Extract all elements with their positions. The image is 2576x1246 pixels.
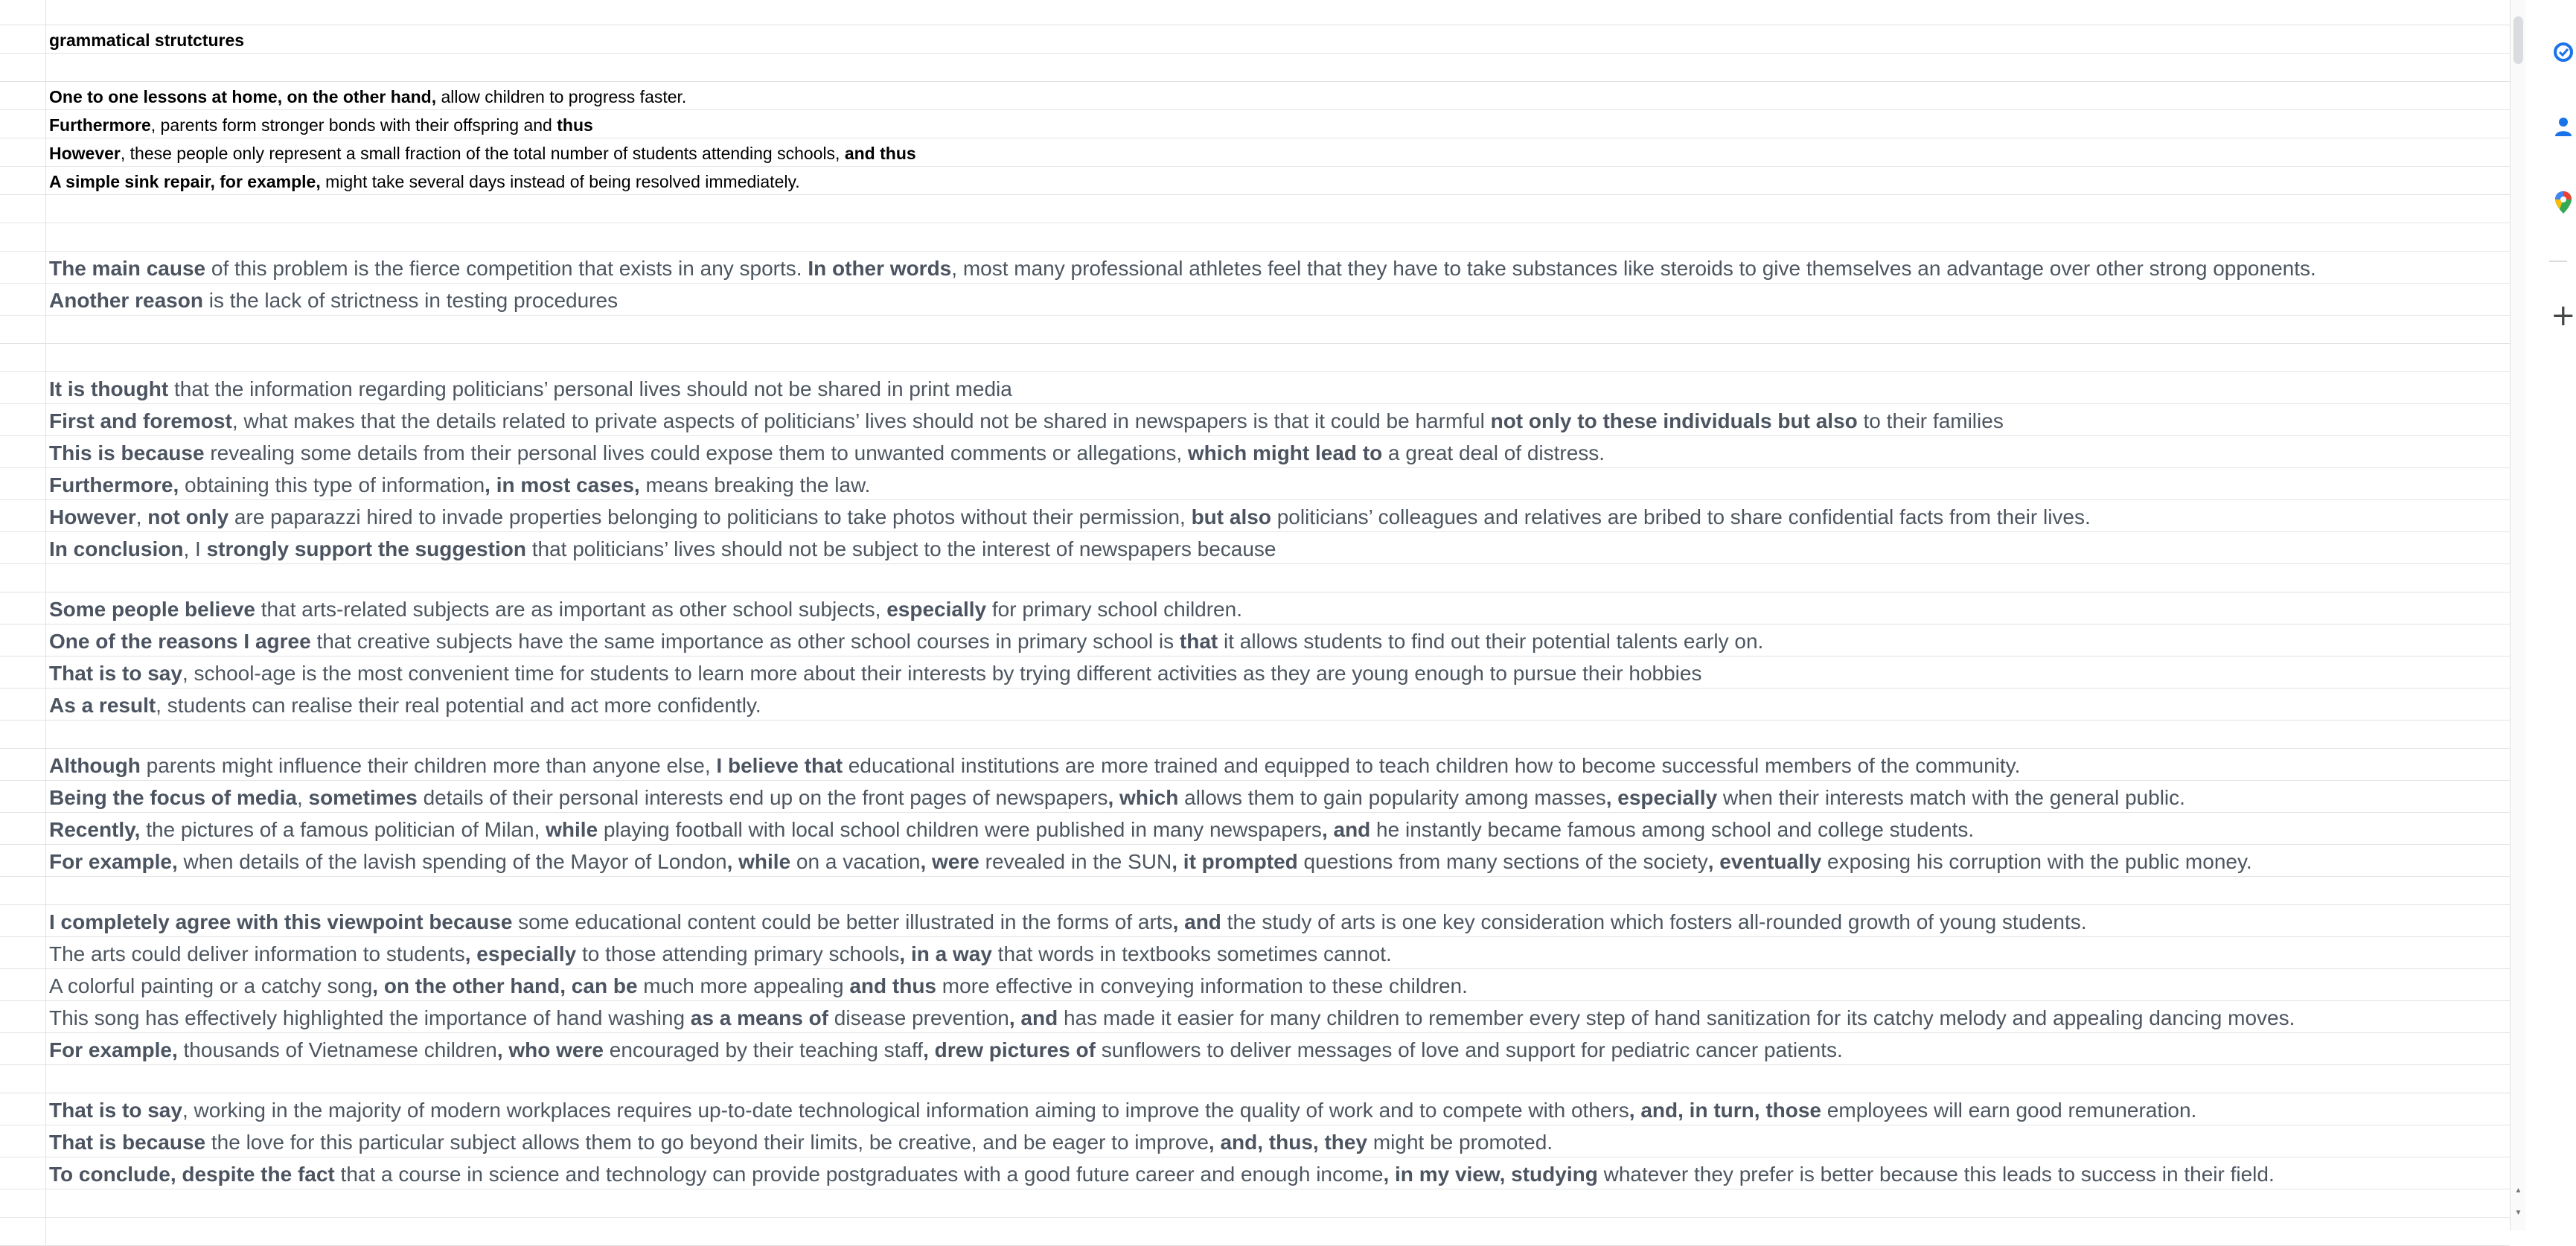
bold-text-span: A simple sink repair, for example, <box>49 172 321 191</box>
bold-text-span: and thus <box>849 974 937 997</box>
row-header[interactable] <box>0 845 46 876</box>
sheet-row <box>0 781 2510 813</box>
text-span: to those attending primary schools <box>576 942 900 965</box>
bold-text-span: That is because <box>49 1131 206 1154</box>
text-span: playing football with local school children were published in many newspapers <box>598 818 1322 841</box>
bold-text-span: , in most cases, <box>485 473 640 496</box>
bold-text-span: , and, thus, they <box>1208 1131 1368 1154</box>
sheet-row <box>0 252 2510 284</box>
text-span: questions from many sections of the society <box>1297 850 1708 873</box>
text-span: that words in textbooks sometimes cannot. <box>991 942 1392 965</box>
text-span: politicians’ colleagues and relatives are bribed to share confidential facts from their lives. <box>1271 505 2091 528</box>
bold-text-span: , especially <box>1605 786 1718 809</box>
row-header[interactable] <box>0 781 46 812</box>
bold-text-span: One of the reasons I agree <box>49 630 311 653</box>
bold-text-span: , while <box>726 850 791 873</box>
bold-text-span: and thus <box>844 144 916 163</box>
row-header[interactable] <box>0 82 46 109</box>
text-span: sunflowers to deliver messages of love and support for pediatric cancer patients. <box>1095 1038 1843 1061</box>
text-span: on a vacation <box>790 850 921 873</box>
text-span: , I <box>183 537 207 560</box>
text-span: , parents form stronger bonds with their offspring and <box>150 115 557 135</box>
sheet-cell[interactable] <box>49 942 2510 966</box>
row-header[interactable] <box>0 1065 46 1093</box>
bold-text-span: not only to these individuals but also <box>1490 409 1858 432</box>
row-header[interactable] <box>0 252 46 283</box>
row-header[interactable] <box>0 532 46 563</box>
row-header[interactable] <box>0 0 46 25</box>
text-span: allows them to gain popularity among masses <box>1178 786 1606 809</box>
sheet-row <box>0 624 2510 656</box>
bold-text-span: , and <box>1321 818 1371 841</box>
text-span: is the lack of strictness in testing procedures <box>202 289 619 312</box>
text-span: details of their personal interests end up on the front pages of newspapers <box>417 786 1108 809</box>
bold-text-span: , especially <box>464 942 577 965</box>
row-header[interactable] <box>0 905 46 936</box>
sheet-row <box>0 138 2510 167</box>
row-header[interactable] <box>0 344 46 371</box>
text-span: , <box>135 505 148 528</box>
row-header[interactable] <box>0 372 46 403</box>
sheet-cell[interactable] <box>49 115 2510 135</box>
vertical-scrollbar[interactable] <box>2510 0 2526 1230</box>
bold-text-span: That is to say <box>49 662 182 685</box>
text-span: a great deal of distress. <box>1382 441 1605 464</box>
bold-text-span: It is thought <box>49 377 169 400</box>
sheet-row <box>0 1033 2510 1065</box>
row-header[interactable] <box>0 436 46 467</box>
text-span: The arts could deliver information to students <box>49 942 465 965</box>
text-span: revealed in the SUN <box>979 850 1172 873</box>
text-span: , <box>296 786 309 809</box>
text-span: has made it easier for many children to remember every step of hand sanitization for its catchy melody and appealing dancing moves. <box>1058 1006 2295 1029</box>
text-span: that the information regarding politicians’ personal lives should not be shared in print media <box>168 377 1012 400</box>
sheet-row <box>0 592 2510 624</box>
row-header[interactable] <box>0 969 46 1000</box>
text-span: it allows students to find out their potential talents early on. <box>1218 630 1764 653</box>
bold-text-span: Recently, <box>49 818 141 841</box>
text-span: of this problem is the fierce competition that exists in any sports. <box>205 257 808 280</box>
bold-text-span: Some people believe <box>49 598 255 621</box>
bold-text-span: To conclude, despite the fact <box>49 1163 335 1186</box>
bold-text-span: thus <box>557 115 593 135</box>
sheet-row <box>0 937 2510 969</box>
side-panel-divider <box>2549 261 2567 262</box>
sheet-cell[interactable] <box>49 1038 2510 1062</box>
text-span: some educational content could be better illustrated in the forms of arts <box>512 910 1173 933</box>
sheet-cell[interactable] <box>49 910 2510 934</box>
bold-text-span: not only <box>147 505 229 528</box>
sheet-cell[interactable] <box>49 694 2510 718</box>
sheet-cell[interactable] <box>49 754 2510 778</box>
text-span: exposing his corruption with the public money. <box>1821 850 2252 873</box>
text-span: educational institutions are more trained and equipped to teach children how to become successful members of the community. <box>843 754 2021 777</box>
bold-text-span: , eventually <box>1707 850 1822 873</box>
bold-text-span: that <box>1179 630 1218 653</box>
row-header[interactable] <box>0 877 46 904</box>
bold-text-span: In conclusion <box>49 537 184 560</box>
sheet-row <box>0 372 2510 404</box>
bold-text-span: but also <box>1191 505 1271 528</box>
row-header[interactable] <box>0 937 46 968</box>
text-span: parents might influence their children more than anyone else, <box>140 754 717 777</box>
text-span: when details of the lavish spending of the Mayor of London <box>177 850 727 873</box>
sheet-row <box>0 689 2510 721</box>
scroll-up-arrow[interactable]: ▲ <box>2514 1186 2522 1195</box>
sheet-row <box>0 404 2510 436</box>
sheet-row <box>0 110 2510 138</box>
bold-text-span: while <box>546 818 598 841</box>
row-header[interactable] <box>0 1157 46 1189</box>
sheet-row <box>0 905 2510 937</box>
bold-text-span: , and <box>1009 1006 1058 1029</box>
text-span: when their interests match with the general public. <box>1717 786 2185 809</box>
sheet-row <box>0 54 2510 82</box>
row-header[interactable] <box>0 592 46 624</box>
row-header[interactable] <box>0 813 46 844</box>
bold-text-span: Although <box>49 754 141 777</box>
bold-text-span: I completely agree with this viewpoint because <box>49 910 513 933</box>
row-header[interactable] <box>0 110 46 138</box>
text-span: disease prevention <box>828 1006 1009 1029</box>
sheet-row <box>0 845 2510 877</box>
row-header[interactable] <box>0 138 46 166</box>
text-span: that politicians’ lives should not be subject to the interest of newspapers because <box>525 537 1276 560</box>
sheet-row <box>0 813 2510 845</box>
text-span: whatever they prefer is better because this leads to success in their field. <box>1597 1163 2275 1186</box>
bold-text-span: grammatical strutctures <box>49 31 245 50</box>
bold-text-span: , on the other hand, can be <box>372 974 638 997</box>
row-header[interactable] <box>0 564 46 592</box>
maps-icon[interactable] <box>2552 190 2575 212</box>
sheet-cell[interactable] <box>49 1006 2510 1030</box>
row-header[interactable] <box>0 25 46 53</box>
row-header[interactable] <box>0 1033 46 1064</box>
text-span: encouraged by their teaching staff <box>603 1038 924 1061</box>
bold-text-span: The main cause <box>49 257 206 280</box>
sheet-cell[interactable] <box>49 662 2510 686</box>
bold-text-span: , in a way <box>899 942 992 965</box>
row-header[interactable] <box>0 1189 46 1217</box>
sheet-cell[interactable] <box>49 289 2510 313</box>
sheet-cell[interactable] <box>49 87 2510 107</box>
bold-text-span: sometimes <box>308 786 418 809</box>
sheet-row <box>0 500 2510 532</box>
sheet-row <box>0 284 2510 316</box>
sheet-cell[interactable] <box>49 786 2510 810</box>
sheet-cell[interactable] <box>49 31 2510 51</box>
sheet-cell[interactable] <box>49 257 2510 281</box>
sheet-row <box>0 344 2510 372</box>
row-header[interactable] <box>0 689 46 720</box>
bold-text-span: Furthermore, <box>49 473 179 496</box>
row-header[interactable] <box>0 1001 46 1032</box>
bold-text-span: , and <box>1172 910 1221 933</box>
text-span: This song has effectively highlighted the importance of hand washing <box>49 1006 691 1029</box>
sheet-row <box>0 1065 2510 1093</box>
text-span: , school-age is the most convenient time for students to learn more about their interests by trying different activities as they are young enough to pursue their hobbies <box>182 662 1702 685</box>
row-header[interactable] <box>0 167 46 194</box>
row-header[interactable] <box>0 721 46 748</box>
sheet-cell[interactable] <box>49 409 2510 433</box>
bold-text-span: As a result <box>49 694 156 717</box>
text-span: means breaking the law. <box>639 473 871 496</box>
text-span: the pictures of a famous politician of Milan, <box>140 818 546 841</box>
bold-text-span: , which <box>1108 786 1179 809</box>
contacts-icon[interactable] <box>2552 115 2575 138</box>
text-span: revealing some details from their personal lives could expose them to unwanted comments or allegations, <box>204 441 1188 464</box>
bold-text-span: as a means of <box>690 1006 828 1029</box>
row-header[interactable] <box>0 404 46 435</box>
sheet-row <box>0 1157 2510 1189</box>
text-span: for primary school children. <box>986 598 1242 621</box>
row-header[interactable] <box>0 1125 46 1157</box>
sheet-cell[interactable] <box>49 1099 2510 1122</box>
sheet-row <box>0 1125 2510 1157</box>
text-span: allow children to progress faster. <box>436 87 687 106</box>
sheet-cell[interactable] <box>49 172 2510 192</box>
sheet-row <box>0 316 2510 344</box>
text-span: , working in the majority of modern workplaces requires up-to-date technological information aiming to improve the quality of work and to compete with others <box>182 1099 1629 1122</box>
sheet-row <box>0 1189 2510 1218</box>
text-span: obtaining this type of information <box>179 473 485 496</box>
row-header[interactable] <box>0 223 46 251</box>
sheet-row <box>0 749 2510 781</box>
side-panel <box>2525 0 2567 1230</box>
row-header[interactable] <box>0 624 46 656</box>
bold-text-span: which might lead to <box>1187 441 1383 464</box>
bold-text-span: , were <box>920 850 979 873</box>
sheet-row <box>0 656 2510 689</box>
row-header[interactable] <box>0 656 46 688</box>
bold-text-span: In other words <box>808 257 952 280</box>
sheet-cell[interactable] <box>49 377 2510 401</box>
text-span: might take several days instead of being resolved immediately. <box>320 172 800 191</box>
bold-text-span: I believe that <box>716 754 843 777</box>
text-span: to their families <box>1857 409 2004 432</box>
sheet-row <box>0 468 2510 500</box>
text-span: thousands of Vietnamese children <box>177 1038 497 1061</box>
bold-text-span: However <box>49 505 136 528</box>
sheet-row <box>0 877 2510 905</box>
bold-text-span: , it prompted <box>1172 850 1298 873</box>
sheet-row <box>0 195 2510 223</box>
text-span: , these people only represent a small fraction of the total number of students attending schools, <box>120 144 845 163</box>
row-header[interactable] <box>0 749 46 780</box>
text-span: the study of arts is one key consideration which fosters all-rounded growth of young students. <box>1221 910 2087 933</box>
text-span: more effective in conveying information to these children. <box>936 974 1468 997</box>
calendar-icon[interactable] <box>2552 41 2575 63</box>
sheet-cell[interactable] <box>49 441 2510 465</box>
sheet-cell[interactable] <box>49 850 2510 874</box>
row-header[interactable] <box>0 1218 46 1245</box>
bold-text-span: , who were <box>496 1038 604 1061</box>
sheet-row <box>0 564 2510 592</box>
bold-text-span: For example, <box>49 1038 178 1061</box>
bold-text-span: , drew pictures of <box>923 1038 1096 1061</box>
sheet-cell[interactable] <box>49 1163 2510 1186</box>
bold-text-span: This is because <box>49 441 205 464</box>
bold-text-span: For example, <box>49 850 178 873</box>
sheet-cell[interactable] <box>49 974 2510 998</box>
sheet-cell[interactable] <box>49 630 2510 654</box>
bold-text-span: especially <box>886 598 987 621</box>
text-span: are paparazzi hired to invade properties belonging to politicians to take photos without their permission, <box>228 505 1192 528</box>
bold-text-span: Furthermore <box>49 115 151 135</box>
sheet-cell[interactable] <box>49 144 2510 164</box>
sheet-row <box>0 1093 2510 1125</box>
sheet-cell[interactable] <box>49 598 2510 622</box>
sheet-row <box>0 969 2510 1001</box>
sheet-cell[interactable] <box>49 1131 2510 1154</box>
row-header[interactable] <box>0 195 46 223</box>
bold-text-span: , and, in turn, those <box>1629 1099 1822 1122</box>
bold-text-span: strongly support the suggestion <box>206 537 526 560</box>
sheet-row <box>0 436 2510 468</box>
text-span: , students can realise their real potential and act more confidently. <box>156 694 761 717</box>
bold-text-span: That is to say <box>49 1099 182 1122</box>
text-span: employees will earn good remuneration. <box>1821 1099 2197 1122</box>
row-header[interactable] <box>0 284 46 315</box>
bold-text-span: Being the focus of media <box>49 786 297 809</box>
text-span: A colorful painting or a catchy song <box>49 974 373 997</box>
text-span: , most many professional athletes feel that they have to take substances like steroids to give themselves an advantage over other strong opponents. <box>951 257 2316 280</box>
sheet-row <box>0 25 2510 54</box>
row-header[interactable] <box>0 1093 46 1125</box>
sheet-row <box>0 532 2510 564</box>
bold-text-span: , in my view, studying <box>1383 1163 1598 1186</box>
sheet-row <box>0 82 2510 110</box>
sheet-row <box>0 1001 2510 1033</box>
text-span: the love for this particular subject allows them to go beyond their limits, be creative, and be eager to improve <box>205 1131 1209 1154</box>
row-header[interactable] <box>0 500 46 531</box>
text-span: he instantly became famous among school and college students. <box>1370 818 1975 841</box>
bold-text-span: Another reason <box>49 289 203 312</box>
bold-text-span: However <box>49 144 121 163</box>
row-header[interactable] <box>0 316 46 343</box>
text-span: much more appealing <box>637 974 850 997</box>
add-addon-button[interactable]: + <box>2551 298 2576 333</box>
row-header[interactable] <box>0 54 46 81</box>
text-span: that arts-related subjects are as important as other school subjects, <box>255 598 887 621</box>
sheet-row <box>0 1218 2510 1246</box>
sheet-row <box>0 721 2510 749</box>
text-span: , what makes that the details related to private aspects of politicians’ lives should not be shared in newspapers is that it could be harmful <box>231 409 1491 432</box>
sheet-cell[interactable] <box>49 473 2510 497</box>
scroll-down-arrow[interactable]: ▼ <box>2514 1209 2522 1217</box>
text-span: that a course in science and technology can provide postgraduates with a good future career and enough income <box>334 1163 1384 1186</box>
sheet-row <box>0 167 2510 195</box>
bold-text-span: One to one lessons at home, on the other hand, <box>49 87 437 106</box>
bold-text-span: First and foremost <box>49 409 232 432</box>
scrollbar-thumb[interactable] <box>2513 16 2523 64</box>
sheet-row <box>0 0 2510 25</box>
sheet-cell[interactable] <box>49 537 2510 561</box>
sheet-row <box>0 223 2510 252</box>
row-header[interactable] <box>0 468 46 499</box>
text-span: might be promoted. <box>1367 1131 1553 1154</box>
text-span: that creative subjects have the same importance as other school courses in primary school is <box>310 630 1180 653</box>
sheet-cell[interactable] <box>49 818 2510 842</box>
sheet-cell[interactable] <box>49 505 2510 529</box>
